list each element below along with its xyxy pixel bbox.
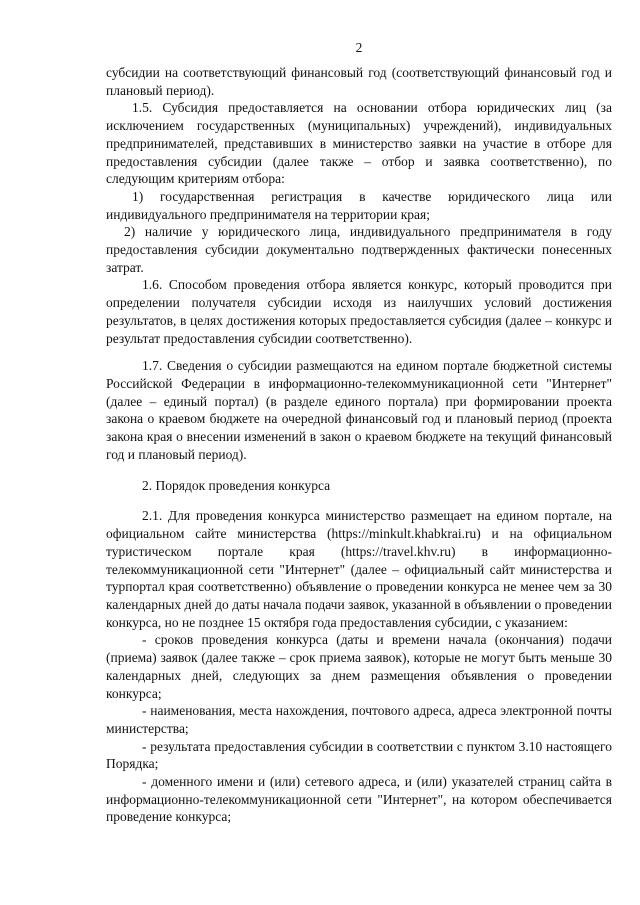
list-item-result: - результата предоставления субсидии в соответствии с пунктом 3.10 настоящего Порядка; — [106, 738, 612, 772]
list-item-terms: - сроков проведения конкурса (даты и времени начала (окончания) подачи (приема) заявок (далее также – срок приема заявок), которые не могут быть меньше 30 календарных дней, следующих за днем размещения объявления о проведении конкурса; — [106, 632, 612, 701]
list-item-domain: - доменного имени и (или) сетевого адреса, и (или) указателей страниц сайта в информационно-телекоммуникационной сети "Интернет", на котором обеспечивается проведение конкурса; — [106, 774, 612, 825]
paragraph-1-6: 1.6. Способом проведения отбора является конкурс, который проводится при определении получателя субсидии исходя из наилучших условий достижения результатов, в целях достижения которых предоставляется субсидия (далее – конкурс и результат предоставления субсидии соответственно). — [106, 277, 612, 346]
paragraph-2-1: 2.1. Для проведения конкурса министерство размещает на едином портале, на официальном сайте министерства (https://minkult.khabkrai.ru) и на официальном туристическом портале края (https://travel.khv.ru) в информационно-телекоммуникационной сети "Интернет" (далее – официальный сайт министерства и турпортал края соответственно) объявление о проведении конкурса не менее чем за 30 календарных дней до даты начала подачи заявок, указанной в объявлении о проведении конкурса, но не позднее 15 октября года предоставления субсидии, с указанием: — [106, 508, 612, 630]
section-heading: 2. Порядок проведения конкурса — [142, 478, 331, 494]
page-number: 2 — [355, 40, 363, 55]
paragraph-1-5: 1.5. Субсидия предоставляется на основании отбора юридических лиц (за исключением государственных (муниципальных) учреждений), индивидуальных предпринимателей, представивших в министерство заявки на участие в отборе для предоставления субсидии (далее также – отбор и заявка соответственно), по следующим критериям отбора: — [106, 100, 612, 187]
criterion-1: 1) государственная регистрация в качестве юридического лица или индивидуального предпринимателя на территории края; — [106, 188, 612, 222]
list-item-address: - наименования, места нахождения, почтового адреса, адреса электронной почты министерства; — [106, 703, 612, 736]
paragraph-1-7: 1.7. Сведения о субсидии размещаются на едином портале бюджетной системы Российской Федерации в информационно-телекоммуникационной сети "Интернет" (далее – единый портал) (в разделе единого портала) при формировании проекта закона о краевом бюджете на очередной финансовый год и плановый период (проекта закона края о внесении изменений в закон о краевом бюджете на текущий финансовый год и плановый период). — [106, 358, 612, 462]
paragraph-continuation: субсидии на соответствующий финансовый год (соответствующий финансовый год и плановый период). — [106, 65, 612, 98]
criterion-2: 2) наличие у юридического лица, индивидуального предпринимателя в году предоставления субсидии документально подтвержденных фактически понесенных затрат. — [106, 224, 612, 275]
